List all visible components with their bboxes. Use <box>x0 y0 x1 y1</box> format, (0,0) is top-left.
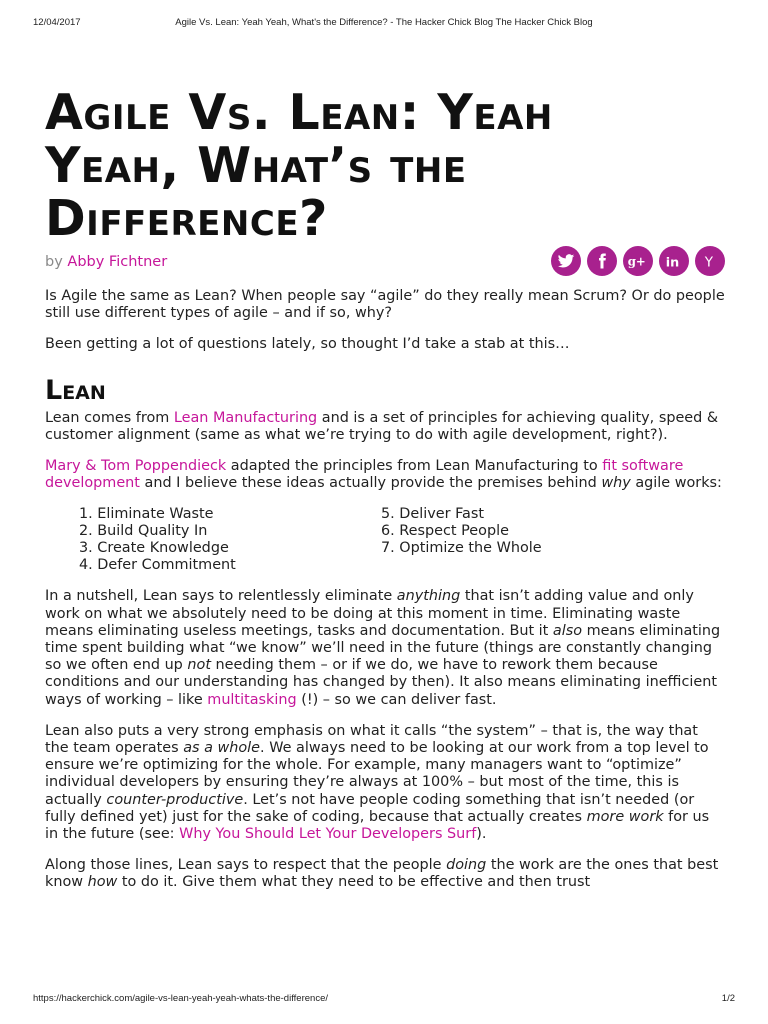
byline <box>45 254 167 270</box>
principle-item: 7. Optimize the Whole <box>381 540 542 557</box>
principles-column <box>381 506 681 574</box>
text: and is a set of principles for achieving quality, speed & customer alignment (same as what we’re trying to do with agile development, right?). <box>45 409 719 443</box>
text: (!) – so we can deliver fast. <box>296 691 497 708</box>
principle-item: 3. Create Knowledge <box>79 540 229 557</box>
twitter-icon <box>557 252 575 270</box>
text: for us in the future (see: <box>45 808 710 843</box>
text: In a nutshell, Lean says to relentlessly eliminate <box>45 588 397 605</box>
section-heading-lean: Lean <box>45 374 106 406</box>
svg-text:g+: g+ <box>627 254 646 269</box>
hacker-news-icon <box>701 252 719 270</box>
text: counter-productive <box>106 791 244 808</box>
intro-paragraph: Is Agile the same as Lean? When people say “agile” do they really mean Scrum? Or do people still use different types of agile – and if so, why? <box>45 288 725 322</box>
text: also <box>552 622 583 639</box>
principle-item: 1. Eliminate Waste <box>79 506 214 523</box>
principle-item: 2. Build Quality In <box>79 523 208 540</box>
lean-principles-list <box>79 506 725 574</box>
text: and I believe these ideas actually provide the premises behind <box>139 475 602 492</box>
google-plus-share-button[interactable] <box>623 246 653 276</box>
text: more work <box>586 808 664 825</box>
text: anything <box>396 588 461 605</box>
text: doing <box>446 857 487 874</box>
principles-column <box>79 506 381 574</box>
text: the work are the ones that best know <box>45 857 719 891</box>
text: Lean also puts a very strong emphasis on what it calls “the system” – that is, the way that the team operates <box>45 722 698 757</box>
google-plus-icon <box>627 252 649 270</box>
text: adapted the principles from Lean Manufacturing to <box>226 458 603 475</box>
lean-paragraph <box>45 857 725 891</box>
text: Along those lines, Lean says to respect that the people <box>45 857 447 874</box>
author-link[interactable]: Abby Fichtner <box>67 254 168 270</box>
facebook-share-button[interactable] <box>587 246 617 276</box>
text: . Let’s not have people coding something that isn’t needed (or fully defined yet) just for the sake of coding, because that actually creates <box>45 791 695 825</box>
lean-paragraph <box>45 588 725 708</box>
text: to do it. Give them what they need to be effective and then trust <box>117 874 591 891</box>
text: how <box>87 874 118 891</box>
developers-surf-link[interactable]: Why You Should Let Your Developers Surf <box>179 826 477 843</box>
article <box>45 86 725 906</box>
svg-text:in: in <box>665 255 680 270</box>
lean-paragraph <box>45 723 725 843</box>
print-title: Agile Vs. Lean: Yeah Yeah, What's the Difference? - The Hacker Chick Blog The Hacker Chick Blog <box>175 17 593 28</box>
text: Lean comes from <box>45 409 174 426</box>
facebook-icon <box>593 252 611 270</box>
lean-paragraph <box>45 410 725 444</box>
text: as a whole <box>183 740 261 757</box>
svg-text:Y: Y <box>704 254 713 270</box>
text: needing them – or if we do, we have to rework them because conditions and our understanding has changed by then). It also means eliminating inefficient ways of working – like <box>45 657 717 708</box>
text: why <box>601 475 631 492</box>
lean-manufacturing-link[interactable]: Lean Manufacturing <box>173 409 318 426</box>
byline-by: by <box>45 254 63 270</box>
linkedin-icon <box>664 252 684 270</box>
principle-item: 4. Defer Commitment <box>79 557 236 574</box>
text: agile works: <box>630 475 722 492</box>
lean-paragraph <box>45 458 725 492</box>
social-share-bar <box>551 246 725 276</box>
principle-item: 5. Deliver Fast <box>381 506 485 523</box>
byline-row <box>45 252 725 288</box>
hacker-news-share-button[interactable] <box>695 246 725 276</box>
text: . We always need to be looking at our work from a top level to ensure we’re optimizing for the whole. For example, many managers want to “optimize” individual developers by ensuring they’re always at 100% – but most of the time, this is actually <box>45 740 709 808</box>
post-title-line: Difference? <box>45 190 328 247</box>
fit-software-development-link[interactable]: fit software development <box>45 458 684 492</box>
principle-item: 6. Respect People <box>381 523 509 540</box>
text: not <box>187 657 211 674</box>
text: ). <box>476 826 487 843</box>
text: that isn’t adding value and only work on what we absolutely need to be doing at this moment in time. Eliminating waste means eliminating useless meetings, tasks and documentation. But it <box>45 588 694 639</box>
poppendieck-link[interactable]: Mary & Tom Poppendieck <box>45 458 227 475</box>
page-url: https://hackerchick.com/agile-vs-lean-yeah-yeah-whats-the-difference/ <box>33 993 328 1004</box>
post-title <box>45 86 725 245</box>
post-title-line: Agile Vs. Lean: Yeah <box>45 84 553 141</box>
intro-paragraph: Been getting a lot of questions lately, so thought I’d take a stab at this… <box>45 336 570 353</box>
linkedin-share-button[interactable] <box>659 246 689 276</box>
print-date: 12/04/2017 <box>33 17 81 28</box>
post-title-line: Yeah, What’s the <box>45 137 467 194</box>
twitter-share-button[interactable] <box>551 246 581 276</box>
multitasking-link[interactable]: multitasking <box>207 691 297 708</box>
page-number: 1/2 <box>721 993 735 1004</box>
text: means eliminating time spent building what “we know” we’ll need in the future (things are constantly changing so we often end up <box>45 622 721 674</box>
